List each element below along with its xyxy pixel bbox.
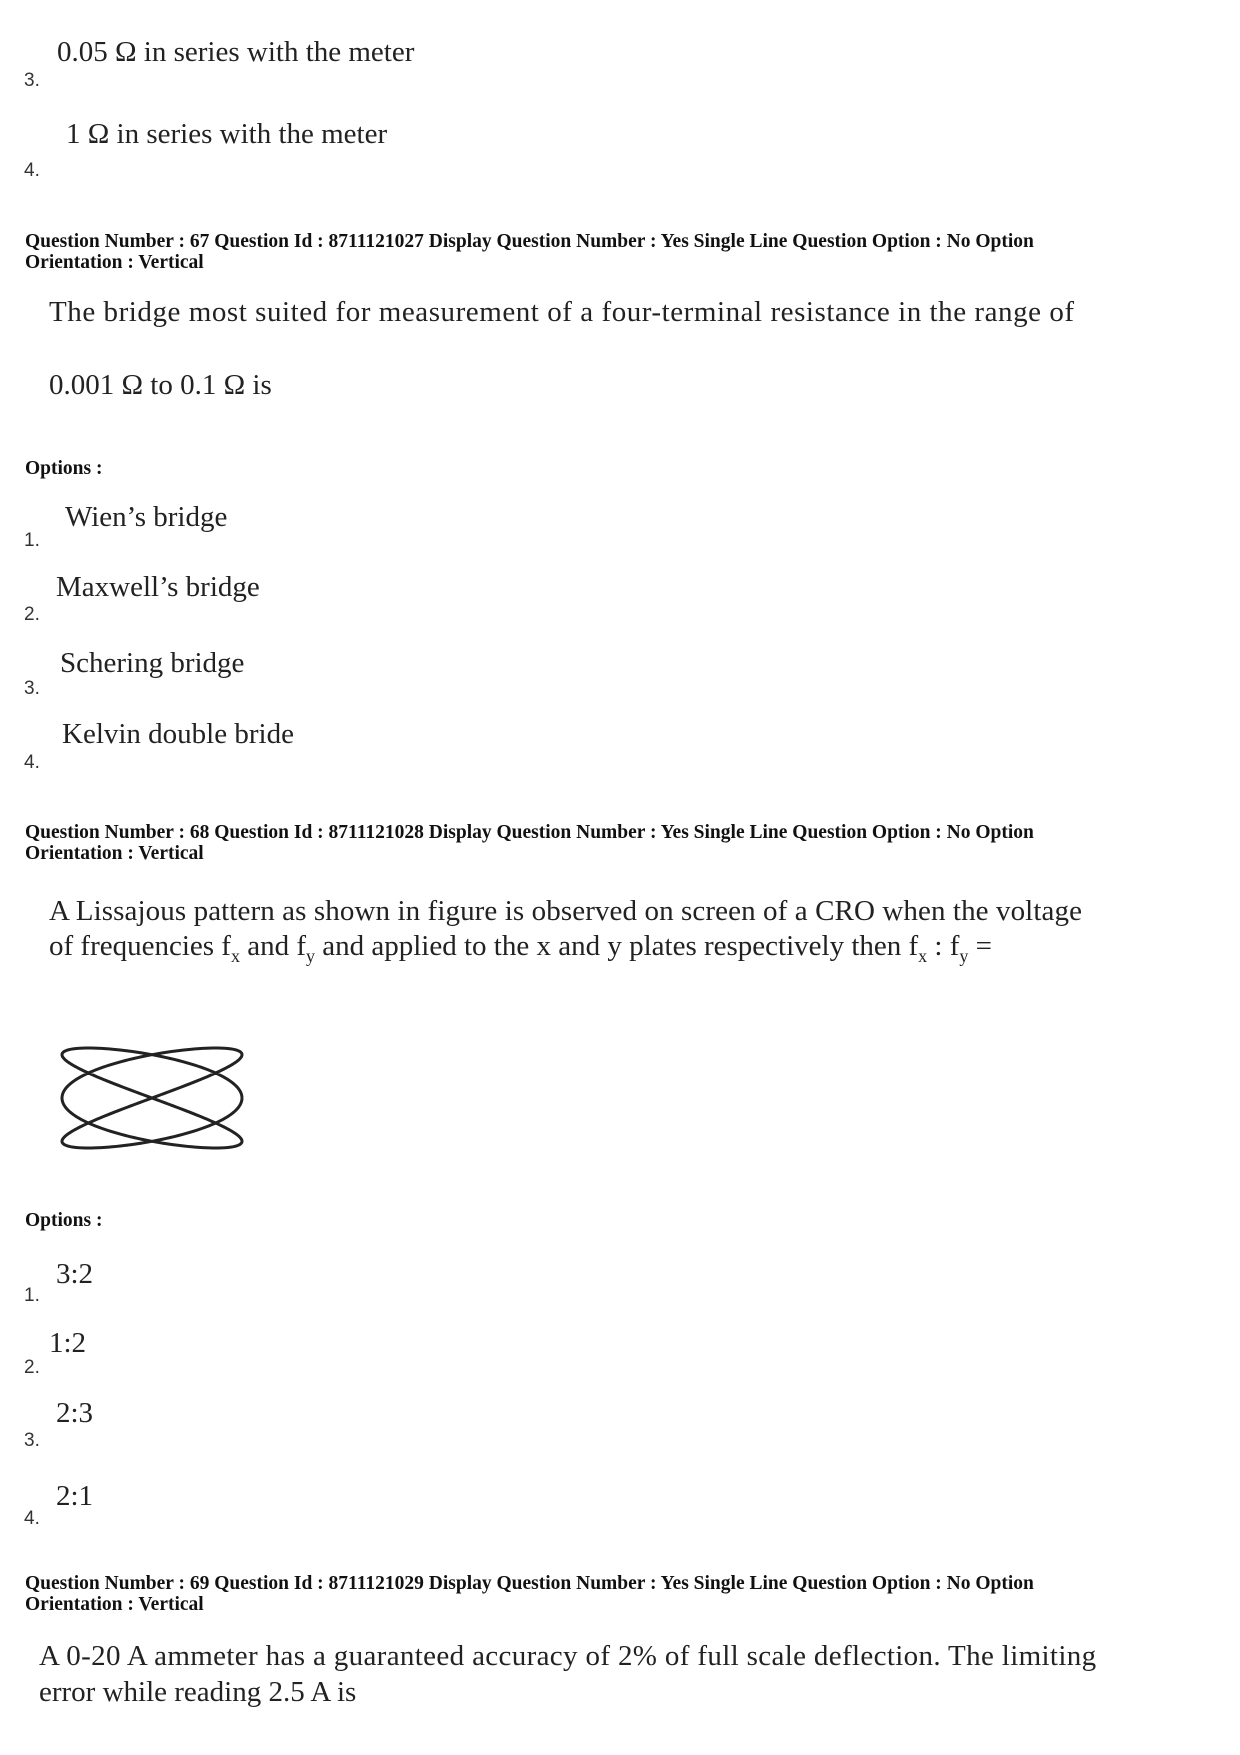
q67-option-4-text[interactable]: Kelvin double bride <box>62 718 294 750</box>
q68-header <box>25 822 1205 864</box>
top-option-4-number: 4. <box>24 160 40 181</box>
q68-options-label: Options : <box>25 1210 103 1231</box>
q67-options-label: Options : <box>25 458 103 479</box>
q68-sub-y-2: y <box>959 945 969 966</box>
q68-text-part-e: = <box>968 930 992 962</box>
q68-text-part-a: of frequencies f <box>49 930 231 962</box>
top-option-3-number: 3. <box>24 70 40 91</box>
q69-header-line1: Question Number : 69 Question Id : 8711121029 Display Question Number : Yes Single Line Question Option : No Option <box>25 1573 1034 1594</box>
lissajous-figure <box>52 1036 252 1166</box>
top-option-3-text: 0.05 Ω in series with the meter <box>57 36 415 68</box>
lissajous-curve <box>62 1048 242 1148</box>
q69-text-line2: error while reading 2.5 A is <box>39 1676 357 1708</box>
q67-option-4-number: 4. <box>24 752 40 773</box>
q68-text-line1: A Lissajous pattern as shown in figure is observed on screen of a CRO when the voltage <box>49 895 1083 927</box>
q67-option-3-text[interactable]: Schering bridge <box>60 647 245 679</box>
q67-option-1-text[interactable]: Wien’s bridge <box>65 501 228 533</box>
q68-header-line2: Orientation : Vertical <box>25 843 204 864</box>
q67-header-line2: Orientation : Vertical <box>25 252 204 273</box>
q67-option-2-text[interactable]: Maxwell’s bridge <box>56 571 260 603</box>
q68-option-4-number: 4. <box>24 1508 40 1529</box>
q67-text-line1: The bridge most suited for measurement of a four-terminal resistance in the range of <box>49 296 1075 328</box>
q69-header <box>25 1573 1205 1615</box>
q68-text-part-d: : f <box>927 930 960 962</box>
q68-sub-x: x <box>230 945 240 966</box>
q68-option-4-text[interactable]: 2:1 <box>56 1480 94 1512</box>
q69-text-line1: A 0-20 A ammeter has a guaranteed accuracy of 2% of full scale deflection. The limiting <box>39 1640 1097 1672</box>
q68-option-2-number: 2. <box>24 1357 40 1378</box>
q68-option-1-text[interactable]: 3:2 <box>56 1258 94 1290</box>
q68-option-3-number: 3. <box>24 1430 40 1451</box>
q67-header <box>25 231 1205 273</box>
q67-option-2-number: 2. <box>24 604 40 625</box>
q69-header-line2: Orientation : Vertical <box>25 1594 204 1615</box>
q68-header-line1: Question Number : 68 Question Id : 8711121028 Display Question Number : Yes Single Line Question Option : No Option <box>25 822 1034 843</box>
q68-sub-x-2: x <box>918 945 928 966</box>
q68-sub-y: y <box>306 945 315 966</box>
top-option-4-text: 1 Ω in series with the meter <box>66 118 388 150</box>
q67-option-3-number: 3. <box>24 678 40 699</box>
q68-text-part-c: and applied to the x and y plates respectively then f <box>315 930 919 962</box>
q67-text-line2: 0.001 Ω to 0.1 Ω is <box>49 369 272 401</box>
q68-text-line2 <box>49 928 992 974</box>
q68-option-1-number: 1. <box>24 1285 40 1306</box>
q68-text-part-b: and f <box>239 930 306 962</box>
q68-option-3-text[interactable]: 2:3 <box>56 1397 94 1429</box>
q67-option-1-number: 1. <box>24 530 40 551</box>
q68-option-2-text[interactable]: 1:2 <box>49 1327 87 1359</box>
q67-header-line1: Question Number : 67 Question Id : 8711121027 Display Question Number : Yes Single Line Question Option : No Option <box>25 231 1034 252</box>
